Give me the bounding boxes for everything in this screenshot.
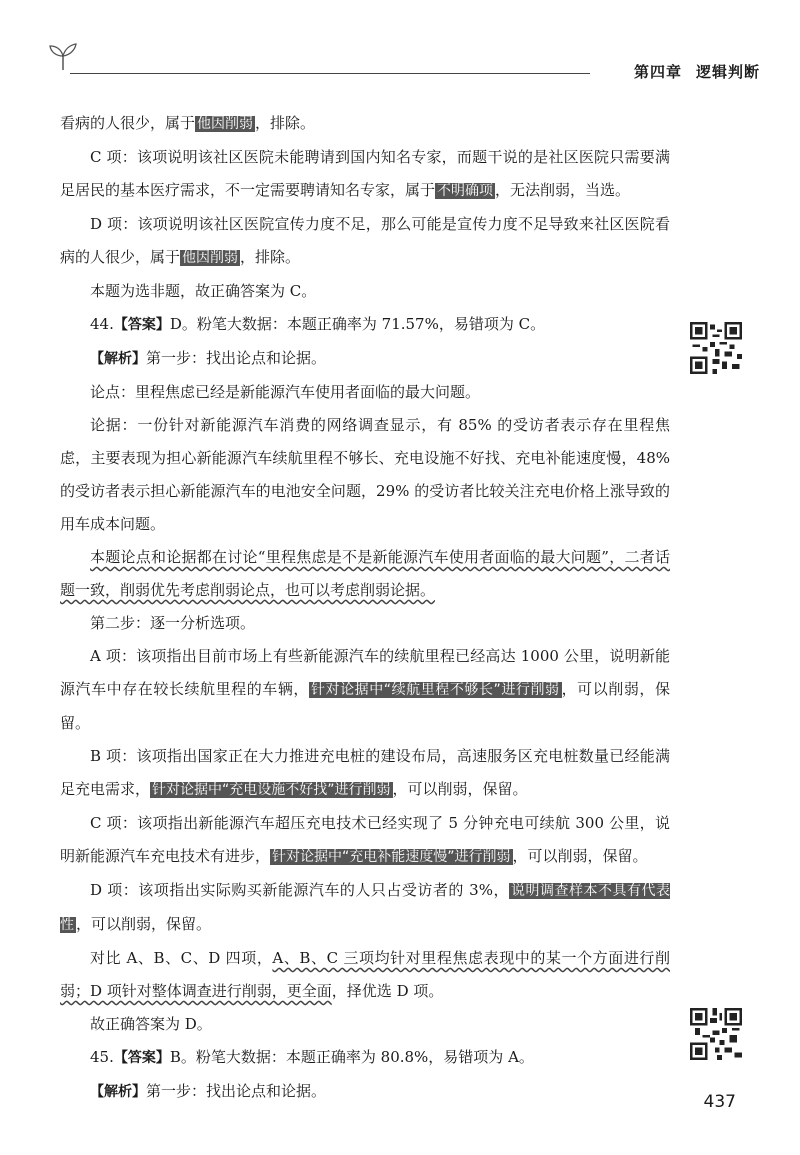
paragraph-option-c2 <box>60 807 670 874</box>
text: D 项：该项说明该社区医院宣传力度不足，那么可能是宣传力度不足导致来社区医院看病的人很少，属于 <box>60 215 670 266</box>
paragraph-option-b <box>60 740 670 807</box>
chapter-title <box>634 61 760 82</box>
text: ，择优选 D 项。 <box>331 982 444 1000</box>
text: ，排除。 <box>255 114 316 132</box>
paragraph-compare <box>60 942 670 1008</box>
text: ，可以削弱，保留。 <box>512 847 648 865</box>
page-header <box>0 0 800 100</box>
argument-evidence: 论据：一份针对新能源汽车消费的网络调查显示，有 85% 的受访者表示存在里程焦虑，主要表现为担心新能源汽车续航里程不够长、充电设施不好找、充电补能速度慢，48% 的受访者表示担心新能源汽车的电池安全问题，29% 的受访者比较关注充电价格上涨导致的用车成本问题。 <box>60 416 670 533</box>
paragraph-answer-d: 故正确答案为 D。 <box>90 1015 212 1033</box>
analysis-44 <box>60 342 670 376</box>
text: B。粉笔大数据：本题正确率为 80.8%，易错项为 A。 <box>169 1048 534 1066</box>
text: 第一步：找出论点和论据。 <box>146 349 327 367</box>
text: D。粉笔大数据：本题正确率为 71.57%，易错项为 C。 <box>169 315 546 333</box>
highlight: 针对论据中“充电补能速度慢”进行削弱 <box>272 849 511 865</box>
highlight: 不明确项 <box>437 183 494 199</box>
answer-tag: 【答案】 <box>113 317 170 333</box>
paragraph-1 <box>60 107 670 141</box>
wavy-underline-text: A、B、C 三项均针对里程焦虑表现中的某一个方面进行削弱；D 项针对整体调查进行削弱，更全面 <box>60 949 670 1000</box>
paragraph-topic: 本题论点和论据都在讨论“里程焦虑是不是新能源汽车使用者面临的最大问题”，二者话题一致，削弱优先考虑削弱论点，也可以考虑削弱论据。 <box>60 548 670 599</box>
analysis-45 <box>60 1075 670 1109</box>
text: 看病的人很少，属于 <box>60 114 196 132</box>
page-content <box>60 107 670 1109</box>
chapter-name: 逻辑判断 <box>695 63 760 81</box>
highlight: 说明调查样本不具有代表性 <box>60 883 670 933</box>
paragraph-step2: 第二步：逐一分析选项。 <box>90 614 256 632</box>
question-number: 45. <box>90 1048 114 1066</box>
text: B 项：该项指出国家正在大力推进充电桩的建设布局，高速服务区充电桩数量已经能满足充电需求， <box>60 747 670 798</box>
text: ，可以削弱，保留。 <box>392 780 528 798</box>
qr-code-icon[interactable] <box>690 1008 742 1060</box>
text: A 项：该项指出目前市场上有些新能源汽车的续航里程已经高达 1000 公里，说明新能源汽车中存在较长续航里程的车辆， <box>60 647 670 698</box>
paragraph-option-c <box>60 141 670 208</box>
highlight: 针对论据中“充电设施不好找”进行削弱 <box>152 782 391 798</box>
question-number: 44. <box>90 315 114 333</box>
text: ，无法削弱，当选。 <box>495 181 631 199</box>
answer-tag: 【答案】 <box>113 1050 170 1066</box>
highlight: 他因削弱 <box>182 250 239 266</box>
sprout-icon <box>46 40 80 74</box>
text: 对比 A、B、C、D 四项， <box>90 949 273 967</box>
answer-44 <box>60 308 670 342</box>
text: ，排除。 <box>240 248 301 266</box>
text: D 项：该项指出实际购买新能源汽车的人只占受访者的 3%， <box>90 881 509 899</box>
text: 第一步：找出论点和论据。 <box>146 1082 327 1100</box>
qr-code-icon[interactable] <box>690 322 742 374</box>
paragraph-option-d <box>60 208 670 275</box>
paragraph-option-d2 <box>60 874 670 942</box>
paragraph-conclusion: 本题为选非题，故正确答案为 C。 <box>90 282 317 300</box>
paragraph-option-a <box>60 640 670 740</box>
analysis-tag: 【解析】 <box>90 351 146 367</box>
text: C 项：该项指出新能源汽车超压充电技术已经实现了 5 分钟充电可续航 300 公里，说明新能源汽车充电技术有进步， <box>60 814 670 865</box>
page-number: 437 <box>703 1092 736 1112</box>
highlight: 针对论据中“续航里程不够长”进行削弱 <box>310 682 560 698</box>
header-rule <box>70 73 590 74</box>
argument-claim: 论点：里程焦虑已经是新能源汽车使用者面临的最大问题。 <box>90 383 481 401</box>
highlight: 他因削弱 <box>197 116 254 132</box>
text: ，可以削弱，保留。 <box>76 915 212 933</box>
chapter-number: 第四章 <box>633 63 682 81</box>
answer-45 <box>60 1041 670 1075</box>
text: ，可以削弱，保留。 <box>60 680 670 732</box>
text: C 项：该项说明该社区医院未能聘请到国内知名专家，而题干说的是社区医院只需要满足居民的基本医疗需求，不一定需要聘请知名专家，属于 <box>60 148 670 199</box>
analysis-tag: 【解析】 <box>90 1084 146 1100</box>
